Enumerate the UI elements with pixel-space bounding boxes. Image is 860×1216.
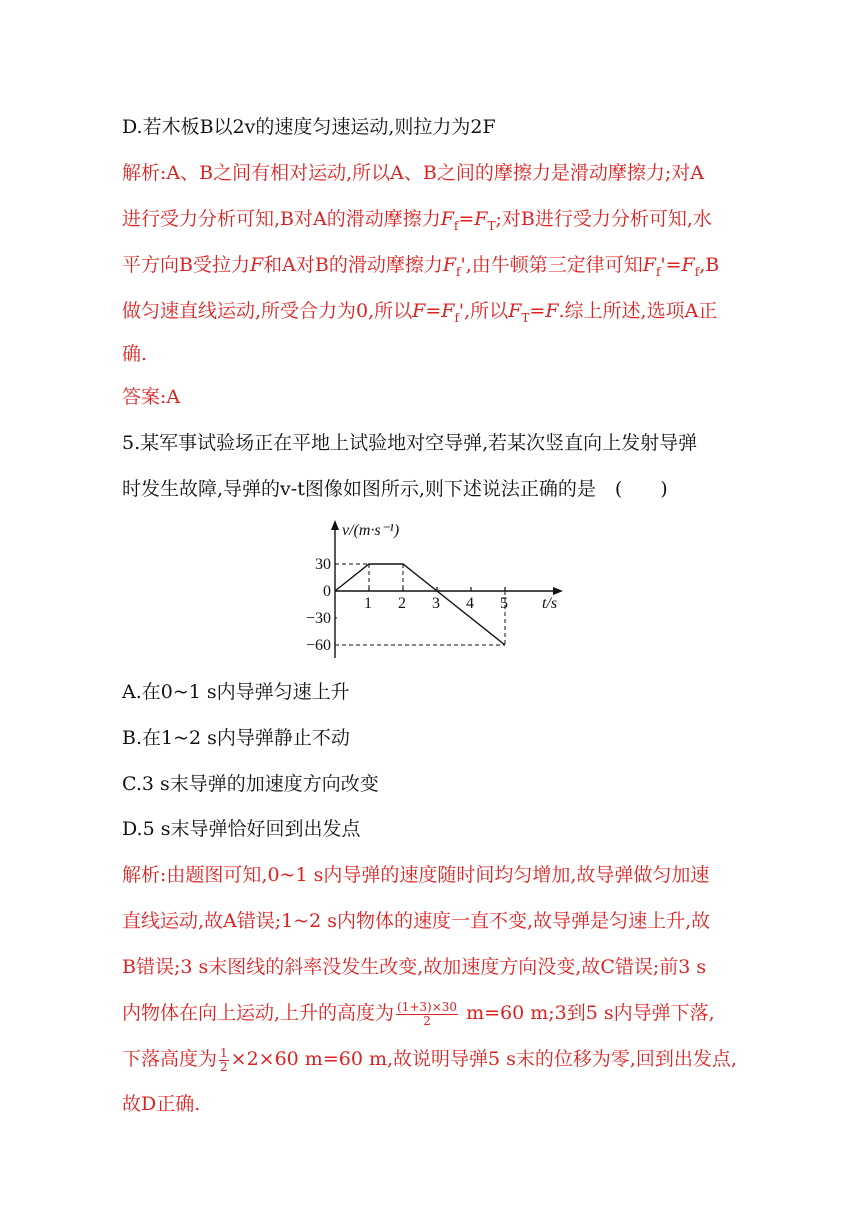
q5-solution-line-4: 内物体在向上运动,上升的高度为 $\frac{(1+3)\times 30}{2}$ m=60 m;3到5 s内导弹下落,	[122, 999, 715, 1028]
y-axis-arrow	[331, 520, 339, 530]
y-axis-label: v/(m·s⁻¹)	[342, 522, 400, 539]
q5-stem-line-2: 时发生故障,导弹的v-t图像如图所示,则下述说法正确的是 ( )	[122, 478, 668, 500]
q4-solution-line-4: 做匀速直线运动,所受合力为0,所以$F=F_f'$,所以$F_T=F$.综上所述,选项A正	[122, 300, 718, 325]
graph-guides	[335, 564, 505, 645]
solution-label: 解析:	[122, 162, 167, 184]
fraction-half: $\frac{1}{2}$	[220, 1045, 228, 1074]
q5-stem-line-1: 5.某军事试验场正在平地上试验地对空导弹,若某次竖直向上发射导弹	[122, 432, 698, 454]
y-tick-label: −30	[305, 610, 331, 627]
answer-label: 答案:	[122, 386, 167, 408]
y-tick-label: 0	[323, 583, 331, 600]
q5-solution-line-6: 故D正确.	[122, 1093, 201, 1115]
answer-value: A	[166, 386, 181, 408]
y-tick-label: 30	[315, 556, 331, 573]
y-tick-label: −60	[305, 637, 331, 654]
solution-label: 解析:	[122, 864, 167, 886]
q5-option-b: B.在1~2 s内导弹静止不动	[122, 727, 350, 749]
graph-axes	[331, 520, 563, 658]
q4-solution-line-3: 平方向B受拉力F和A对B的滑动摩擦力$F_f'$,由牛顿第三定律可知$F_f'=F_f,B$	[122, 254, 720, 279]
q5-option-c: C.3 s末导弹的加速度方向改变	[122, 773, 379, 795]
q5-solution-line-1: 解析:由题图可知,0~1 s内导弹的速度随时间均匀增加,故导弹做匀加速	[122, 864, 710, 886]
fraction-height-up: $\frac{(1+3)\times 30}{2}$	[397, 999, 458, 1028]
q5-solution-line-5: 下落高度为 $\frac{1}{2}$ ×2×60 m=60 m,故说明导弹5 s末的位移为零,回到出发点,	[122, 1045, 737, 1074]
x-tick-label: 4	[466, 595, 474, 612]
x-tick-label: 3	[432, 595, 440, 612]
vt-line	[335, 564, 505, 645]
graph-series	[335, 564, 505, 645]
q4-solution-line-1: 解析:A、B之间有相对运动,所以A、B之间的摩擦力是滑动摩擦力;对A	[122, 162, 704, 184]
x-tick-label: 2	[398, 595, 406, 612]
x-tick-label: 1	[364, 595, 372, 612]
q4-option-d: D.若木板B以2v的速度匀速运动,则拉力为2F	[122, 116, 496, 138]
q5-option-d: D.5 s末导弹恰好回到出发点	[122, 818, 361, 840]
q4-solution-line-5: 确.	[122, 343, 148, 365]
graph-labels	[306, 522, 557, 654]
q5-option-a: A.在0~1 s内导弹匀速上升	[122, 681, 350, 703]
q5-solution-line-2: 直线运动,故A错误;1~2 s内物体的速度一直不变,故导弹是匀速上升,故	[122, 910, 711, 932]
vt-graph	[295, 516, 575, 666]
q5-solution-line-3: B错误;3 s末图线的斜率没发生改变,故加速度方向没变,故C错误;前3 s	[122, 956, 707, 978]
x-axis-arrow	[553, 587, 563, 595]
x-tick-label: 5	[500, 595, 508, 612]
q4-answer	[122, 384, 180, 410]
q4-solution-line-2: 进行受力分析可知,B对A的滑动摩擦力$F_f=F_T$;对B进行受力分析可知,水	[122, 208, 712, 233]
x-axis-label: t/s	[542, 595, 558, 612]
